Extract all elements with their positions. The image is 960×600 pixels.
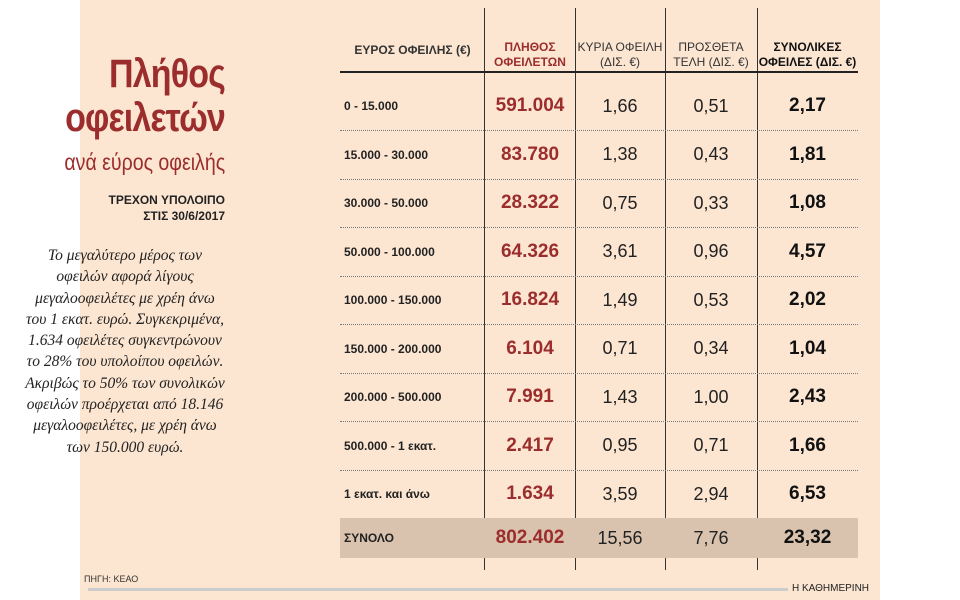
subtitle: ανά εύρος οφειλής <box>64 149 225 175</box>
title: Πλήθος οφειλετών <box>65 52 225 140</box>
surcharges-cell: 2,94 <box>693 483 729 504</box>
total-cell: 4,57 <box>789 240 826 262</box>
header-range: ΕΥΡΟΣ ΟΦΕΙΛΗΣ (€) <box>354 43 471 57</box>
total-cell: 23,32 <box>783 527 832 548</box>
header-principal: ΚΥΡΙΑ ΟΦΕΙΛΗ (ΔΙΣ. €) <box>577 40 663 69</box>
range-cell: 15.000 - 30.000 <box>344 147 429 162</box>
range-cell: 200.000 - 500.000 <box>344 390 442 404</box>
range-cell: 500.000 - 1 εκατ. <box>344 438 437 453</box>
total-cell: 6,53 <box>789 483 826 504</box>
count-cell: 64.326 <box>500 240 560 262</box>
table-row <box>340 470 858 519</box>
count-cell: 7.991 <box>506 386 554 407</box>
total-cell: 1,08 <box>789 192 826 213</box>
total-cell: 2,43 <box>789 386 826 407</box>
table-row <box>340 131 858 180</box>
description-paragraph: Το μεγαλύτερο μέρος των οφειλών αφορά λίγους μεγαλοοφειλέτες με χρέη άνω του 1 εκατ. ευρώ. Συγκεκριμένα, 1.634 οφειλέτες συγκεντρώνουν το 28% του υπολοίπου οφειλών. Ακριβώς το 50% των συνολικών οφειλών προέρχεται από 18.146 μεγαλοοφειλέτες, με χρέη άνω των 150.000 ευρώ. <box>25 247 225 456</box>
table-row <box>340 179 858 228</box>
principal-cell: 15,56 <box>597 527 643 548</box>
table-row <box>340 373 858 422</box>
count-cell: 1.634 <box>506 483 554 504</box>
infographic-panel <box>25 0 880 600</box>
header-surcharges: ΠΡΟΣΘΕΤΑ ΤΕΛΗ (ΔΙΣ. €) <box>673 40 749 69</box>
surcharges-cell: 0,33 <box>693 192 729 213</box>
total-cell: 2,17 <box>789 95 826 116</box>
range-cell: 150.000 - 200.000 <box>344 341 442 356</box>
principal-cell: 3,61 <box>602 241 638 261</box>
header-count: ΠΛΗΘΟΣ ΟΦΕΙΛΕΤΩΝ <box>494 40 566 69</box>
principal-cell: 3,59 <box>602 483 638 504</box>
footer-rule <box>88 588 788 591</box>
principal-cell: 1,49 <box>602 289 638 310</box>
surcharges-cell: 0,71 <box>693 435 729 455</box>
surcharges-cell: 0,96 <box>693 241 729 261</box>
source-note: ΠΗΓΗ: ΚΕΑΟ <box>84 574 139 584</box>
table-row <box>340 82 858 131</box>
total-cell: 1,81 <box>789 143 826 165</box>
count-cell: 28.322 <box>500 192 560 213</box>
count-cell: 2.417 <box>506 434 554 456</box>
surcharges-cell: 0,51 <box>693 95 729 116</box>
principal-cell: 1,43 <box>602 386 638 407</box>
table-row <box>340 422 858 471</box>
count-cell: 802.402 <box>495 527 565 548</box>
table-row <box>340 325 858 374</box>
total-cell: 1,04 <box>789 337 826 359</box>
count-cell: 591.004 <box>495 95 565 116</box>
range-cell: 1 εκατ. και άνω <box>344 487 430 501</box>
surcharges-cell: 7,76 <box>693 527 729 548</box>
total-cell: 1,66 <box>789 434 826 456</box>
surcharges-cell: 0,53 <box>693 289 729 310</box>
total-cell: 2,02 <box>789 289 826 310</box>
count-cell: 16.824 <box>500 289 560 310</box>
range-cell: 30.000 - 50.000 <box>344 196 429 210</box>
range-cell: 0 - 15.000 <box>344 99 399 113</box>
principal-cell: 0,75 <box>602 192 638 213</box>
table-row <box>340 228 858 277</box>
surcharges-cell: 0,34 <box>693 338 729 358</box>
surcharges-cell: 1,00 <box>693 386 729 407</box>
as-of-line: ΤΡΕΧΟΝ ΥΠΟΛΟΙΠΟ <box>108 193 225 207</box>
brand-logo: Η ΚΑΘΗΜΕΡΙΝΗ <box>792 583 870 594</box>
principal-cell: 0,71 <box>602 338 638 358</box>
as-of-line: ΣΤΙΣ 30/6/2017 <box>143 209 225 223</box>
table-total-row <box>340 518 858 558</box>
count-cell: 83.780 <box>500 143 560 165</box>
header-total-debt: ΣΥΝΟΛΙΚΕΣ ΟΦΕΙΛΕΣ (ΔΙΣ. €) <box>758 40 857 69</box>
range-cell: 100.000 - 150.000 <box>344 293 442 307</box>
as-of-note <box>109 192 226 224</box>
range-cell: 50.000 - 100.000 <box>344 244 435 259</box>
table-row <box>340 276 858 325</box>
range-cell: ΣΥΝΟΛΟ <box>344 531 394 545</box>
surcharges-cell: 0,43 <box>693 144 729 164</box>
principal-cell: 1,38 <box>602 144 638 164</box>
principal-cell: 1,66 <box>602 95 638 116</box>
count-cell: 6.104 <box>506 337 554 359</box>
header-rule <box>340 71 858 73</box>
principal-cell: 0,95 <box>602 435 638 455</box>
